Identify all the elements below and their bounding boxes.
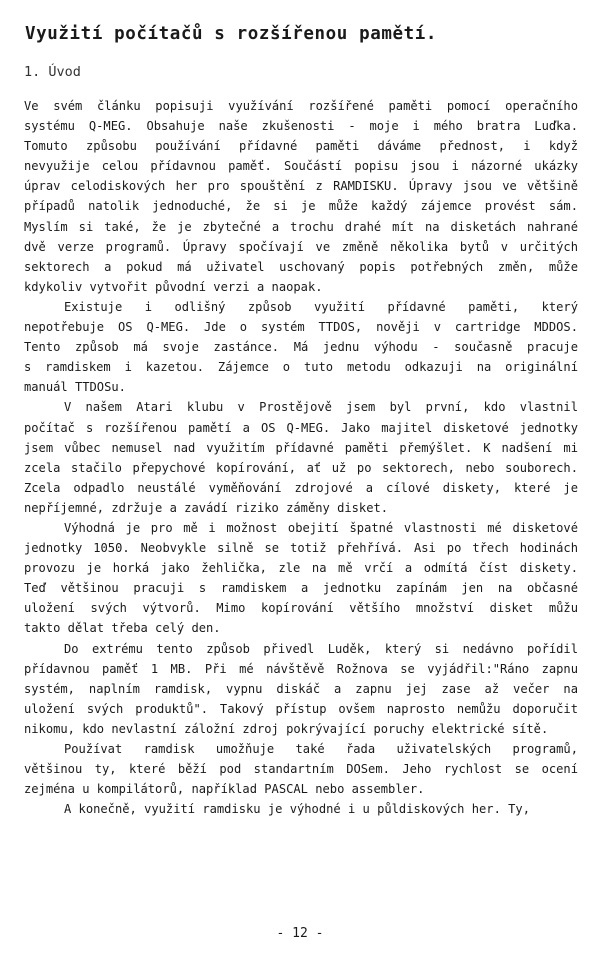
text-line: sektorech a pokud má uživatel uschovaný popis potřebných změn, může bbox=[24, 259, 578, 274]
text-line: systému Q-MEG. Obsahuje naše zkušenosti - moje i mého bratra Luďka. bbox=[24, 119, 578, 134]
text-line: manuál TTDOSu. bbox=[24, 380, 126, 395]
text-line: většinou ty, které běží pod standartním DOSem. Jeho rychlost se ocení bbox=[24, 762, 578, 777]
text-line: zejména u kompilátorů, například PASCAL nebo assembler. bbox=[24, 782, 425, 797]
text-line: Ve svém článku popisuji využívání rozšířené paměti pomocí operačního bbox=[24, 99, 578, 113]
text-line: Zcela odpadlo neustálé vyměňování zdrojové a cílové diskety, které je bbox=[24, 480, 578, 495]
article-body bbox=[24, 96, 578, 819]
text-line: Existuje i odlišný způsob využití přídavné paměti, který bbox=[64, 299, 578, 314]
page-title: Využití počítačů s rozšířenou pamětí. bbox=[25, 24, 438, 44]
text-line: s ramdiskem i kazetou. Zájemce o tuto metodu odkazuji na originální bbox=[24, 360, 578, 375]
text-line: A konečně, využití ramdisku je výhodné i u půldiskových her. Ty, bbox=[64, 802, 530, 817]
text-line: Výhodná je pro mě i možnost obejití špatné vlastnosti mé disketové bbox=[64, 520, 578, 535]
text-line: počítač s rozšířenou pamětí a OS Q-MEG. Jako majitel disketové jednotky bbox=[24, 420, 578, 435]
page-number: - 12 - bbox=[276, 926, 324, 941]
text-line: Používat ramdisk umožňuje také řada uživatelských programů, bbox=[64, 742, 578, 756]
text-line: Tomuto způsobu používání přídavné paměti dáváme přednost, i když bbox=[24, 139, 578, 154]
text-line: V našem Atari klubu v Prostějově jsem byl první, kdo vlastnil bbox=[64, 400, 578, 415]
text-line: jsem vůbec nemusel nad využitím přídavné paměti přemýšlet. K nadšení mi bbox=[24, 440, 578, 455]
text-line: zcela stačilo přepychové kopírování, ať už po sektorech, nebo souborech. bbox=[24, 460, 578, 475]
text-line: systém, naplním ramdisk, vypnu diskáč a zapnu jej zase až večer na bbox=[24, 681, 578, 696]
text-line: úprav celodiskových her pro spouštění z RAMDISKU. Úpravy jsou ve většině bbox=[24, 179, 578, 194]
text-line: případů natolik jednoduché, že si je může každý zájemce provést sám. bbox=[24, 199, 578, 214]
text-line: jednotky 1050. Neobvykle silně se totiž přehřívá. Asi po třech hodinách bbox=[24, 541, 578, 556]
text-line: kdykoliv vytvořit původní verzi a naopak. bbox=[24, 279, 323, 294]
text-line: uložení svých výtvorů. Mimo kopírování většího množství disket můžu bbox=[24, 601, 578, 616]
text-line: Teď většinou pracuji s ramdiskem a jednotku zapínám jen na občasné bbox=[24, 581, 578, 596]
text-line: nevyužije celou přídavnou paměť. Součástí popisu jsou i názorné ukázky bbox=[24, 159, 578, 174]
text-line: přídavnou paměť 1 MB. Při mé návštěvě Rožnova se vyjádřil:"Ráno zapnu bbox=[24, 661, 578, 676]
text-line: Tento způsob má svoje zastánce. Má jednu výhodu - současně pracuje bbox=[24, 340, 578, 355]
text-line: takto dělat třeba celý den. bbox=[24, 621, 221, 636]
text-line: provozu je horká jako žehlička, zle na mě vrčí a odmítá číst diskety. bbox=[24, 561, 578, 576]
text-line: dvě verze programů. Úpravy spočívají ve změně několika bytů v určitých bbox=[24, 239, 578, 254]
text-line: uložení svých produktů". Takový přístup ovšem naprosto nemůžu doporučit bbox=[24, 701, 578, 716]
text-line: Do extrému tento způsob přivedl Luděk, který si nedávno pořídil bbox=[64, 641, 578, 656]
text-line: nikomu, kdo nevlastní záložní zdroj pokrývající poruchy elektrické sítě. bbox=[24, 721, 549, 736]
text-line: Myslím si také, že je zbytečné a trochu drahé mít na disketách nahrané bbox=[24, 219, 578, 234]
text-line: nepotřebuje OS Q-MEG. Jde o systém TTDOS, nověji v cartridge MDDOS. bbox=[24, 320, 578, 335]
section-heading: 1. Úvod bbox=[24, 64, 81, 80]
text-line: nepříjemné, zdržuje a zavádí riziko záměny disket. bbox=[24, 500, 389, 515]
